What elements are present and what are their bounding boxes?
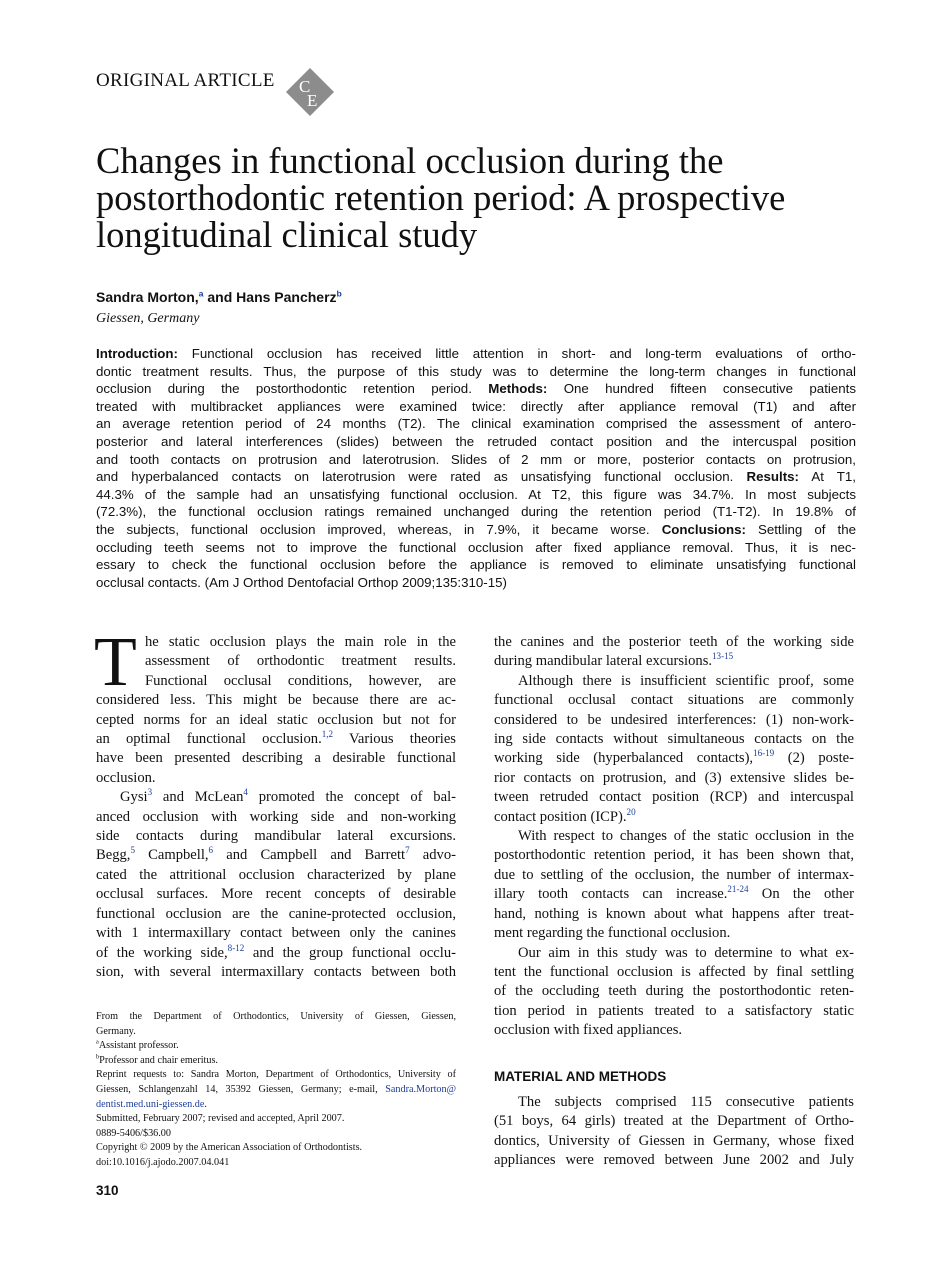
body-line: cepted norms for an ideal static occlusion but not for (96, 711, 456, 728)
page-number: 310 (96, 1183, 119, 1198)
affiliation-mark[interactable]: a (198, 288, 204, 299)
body-left-column (94, 624, 456, 982)
body-line: side contacts during mandibular lateral excursions. (96, 828, 456, 845)
body-line: of the occluding teeth during the postorthodontic reten- (494, 983, 854, 1000)
abstract-heading-introduction: Introduction: (96, 346, 178, 361)
body-line: considered less. This might be because there are ac- (96, 692, 456, 709)
footnote-mark: b (96, 1053, 100, 1061)
author-name: Hans Pancherz (236, 289, 337, 305)
body-line: tween retruded contact position (RCP) and intercuspal (494, 789, 854, 806)
body-line: occlusal surfaces. More recent concepts of desirable (96, 886, 456, 903)
author-name: Sandra Morton, (96, 289, 199, 305)
abstract-line: occlusion during the postorthodontic retention period. Methods: One hundred fifteen consecutive patients (96, 381, 856, 397)
ce-badge-letter-e: E (307, 91, 318, 110)
footnote-line: dentist.med.uni-giessen.de. (96, 1098, 207, 1110)
body-line: dontics, University of Giessen in Germany, whose fixed (494, 1132, 854, 1149)
body-line: functional occlusion are the canine-protected occlusion, (96, 905, 456, 922)
body-line: illary tooth contacts can increase.$^{21-24}$ On the other (494, 884, 854, 903)
body-line: Although there is insufficient scientific proof, some (518, 672, 854, 689)
body-line: considered to be undesired interferences: (1) non-work- (494, 711, 854, 728)
footnote-mark: a (96, 1038, 99, 1046)
body-line: postorthodontic retention period, it has been shown that, (494, 847, 854, 864)
citation-link[interactable]: 16-19 (753, 748, 775, 759)
footnote-line: $^a$Assistant professor. (96, 1038, 179, 1052)
citation-link[interactable]: 3 (147, 787, 153, 798)
footnotes (96, 1010, 456, 1171)
body-line: ing side contacts without simultaneous contacts on the (494, 731, 854, 748)
body-line: occlusion with fixed appliances. (494, 1022, 683, 1039)
body-right-column (494, 633, 854, 1041)
body-line: due to settling of the occlusion, the number of intermax- (494, 866, 854, 883)
body-right-column-continued (494, 1093, 854, 1171)
abstract-line: the subjects, functional occlusion improved, whereas, in 7.9%, it became worse. Conclusions: Settling of the (96, 521, 856, 537)
citation-link[interactable]: 8-12 (227, 942, 245, 953)
abstract-line: dontic treatment results. Thus, the purpose of this study was to determine the long-term changes in functional (96, 363, 856, 379)
body-line: of the working side,$^{8-12}$ and the group functional occlu- (96, 942, 456, 961)
citation-link[interactable]: 7 (405, 845, 410, 856)
body-line: Functional occlusal conditions, however, are (145, 672, 456, 689)
footnote-line: From the Department of Orthodontics, University of Giessen, Giessen, (96, 1011, 456, 1022)
title-line: longitudinal clinical study (96, 214, 478, 255)
citation-link[interactable]: 4 (243, 787, 248, 798)
affiliation-mark[interactable]: b (336, 288, 342, 299)
title-line: postorthodontic retention period: A prospective (96, 177, 786, 218)
citation-link[interactable]: 20 (626, 806, 636, 817)
body-line: an optimal functional occlusion.$^{1,2}$ Various theories (96, 729, 456, 748)
body-line: cated the attritional occlusion characterized by plane (96, 866, 456, 883)
footnote-line: Reprint requests to: Sandra Morton, Department of Orthodontics, University of (96, 1069, 456, 1081)
abstract-line: essary to check the functional occlusion before the appliance is removed to eliminate unsatisfying functional (96, 557, 856, 573)
drop-cap: T (94, 624, 137, 701)
email-link-continued[interactable]: dentist.med.uni-giessen.de (96, 1098, 205, 1110)
body-line: hand, nothing is known about what happens after treat- (494, 905, 854, 922)
email-link[interactable]: Sandra.Morton@ (385, 1083, 456, 1095)
body-line: the canines and the posterior teeth of the working side (494, 634, 854, 650)
abstract-line: treated with multibracket appliances were examined twice: directly after appliance removal (T1) and after (96, 398, 856, 414)
article-title (96, 142, 886, 253)
author-list (96, 289, 342, 305)
abstract-line: occlusal contacts. (Am J Orthod Dentofacial Orthop 2009;135:310-15) (96, 574, 507, 590)
abstract-heading-results: Results: (746, 469, 799, 485)
body-line: occlusion. (96, 769, 156, 786)
footnote-line: Germany. (96, 1025, 136, 1037)
ce-badge-letter-c: C (299, 77, 311, 96)
citation-link[interactable]: 6 (208, 845, 214, 856)
footnote-line: $^b$Professor and chair emeritus. (96, 1053, 218, 1066)
body-line: tent the functional occlusion is affected by final settling (494, 963, 854, 980)
abstract-line: Introduction: Functional occlusion has received little attention in short- and long-term evaluations of ortho- (96, 346, 856, 361)
body-line: rior contacts on protrusion, and (3) extensive slides be- (494, 769, 854, 786)
body-line: during mandibular lateral excursions.$^{13-15}$ (494, 651, 734, 670)
body-line: tion period in patients treated to a satisfactory static (494, 1002, 854, 1019)
body-line: functional occlusal contact situations are commonly (494, 692, 854, 709)
body-line: sion, with several intermaxillary contacts between both (96, 963, 456, 980)
body-line: assessment of orthodontic treatment results. (145, 653, 456, 670)
body-line: contact position (ICP).$^{20}$ (494, 806, 636, 825)
abstract-heading-methods: Methods: (488, 381, 548, 397)
body-line: Our aim in this study was to determine to what ex- (518, 944, 854, 961)
footnote-line: Submitted, February 2007; revised and accepted, April 2007. (96, 1113, 345, 1125)
body-line: ment regarding the functional occlusion. (494, 925, 731, 942)
citation-link[interactable]: 1,2 (321, 729, 334, 740)
body-line: working side (hyperbalanced contacts),$^{16-19}$ (2) poste- (494, 748, 854, 767)
citation-link[interactable]: 5 (130, 845, 135, 856)
body-line: With respect to changes of the static occlusion in the (518, 828, 854, 845)
citation-link[interactable]: 21-24 (727, 884, 749, 895)
affiliation: Giessen, Germany (96, 311, 200, 326)
ce-badge-icon (284, 66, 336, 118)
section-heading: MATERIAL AND METHODS (494, 1069, 667, 1084)
abstract-line: occluding teeth seems not to improve the functional occlusion after fixed appliance removal. Thus, it is nec- (96, 539, 856, 555)
abstract-line: and hyperbalanced contacts on laterotrusion were rated as unsatisfying functional occlusion. Results: At T1, (96, 469, 856, 485)
author-conjunction: and (203, 289, 237, 305)
body-line: with 1 intermaxillary contact between only the canines (96, 925, 456, 942)
title-line: Changes in functional occlusion during the (96, 140, 724, 181)
section-label: ORIGINAL ARTICLE (96, 70, 275, 91)
body-line: Begg,$^5$ Campbell,$^6$ and Campbell and Barrett$^7$ advo- (96, 845, 456, 864)
abstract-line: (72.3%), the functional occlusion ratings remained unchanged during the retention period (T1-T2). In 19.8% of (96, 504, 856, 520)
abstract-heading-conclusions: Conclusions: (661, 521, 746, 537)
footnote-line: Copyright © 2009 by the American Association of Orthodontists. (96, 1142, 363, 1154)
footnote-line: Giessen, Schlangenzahl 14, 35392 Giessen, Germany; e-mail, Sandra.Morton@ (96, 1083, 456, 1095)
body-line: (51 boys, 64 girls) treated at the Department of Ortho- (494, 1113, 854, 1130)
abstract-line: and tooth contacts on protrusion and laterotrusion. Slides of 2 mm or more, posterior contacts on protrusion, (96, 451, 856, 467)
footnote-line: 0889-5406/$36.00 (96, 1127, 171, 1139)
body-line: anced occlusion with working side and non-working (96, 808, 456, 825)
abstract-line: 44.3% of the sample had an unsatisfying functional occlusion. At T2, this figure was 34.7%. In most subjects (96, 486, 856, 502)
abstract-line: posterior and lateral interferences (slides) between the retruded contact position and the intercuspal position (96, 433, 856, 449)
body-line: have been presented describing a desirable functional (96, 750, 456, 767)
body-line: he static occlusion plays the main role in the (145, 634, 456, 650)
body-line: appliances were removed between June 2002 and July (494, 1152, 854, 1169)
citation-link[interactable]: 13-15 (712, 651, 734, 662)
body-line: Gysi$^3$ and McLean$^4$ promoted the concept of bal- (120, 787, 456, 806)
body-line: The subjects comprised 115 consecutive patients (518, 1094, 854, 1110)
footnote-line: doi:10.1016/j.ajodo.2007.04.041 (96, 1156, 230, 1168)
abstract (96, 345, 856, 591)
abstract-line: an average retention period of 24 months (T2). The clinical examination comprised the assessment of antero- (96, 416, 856, 432)
